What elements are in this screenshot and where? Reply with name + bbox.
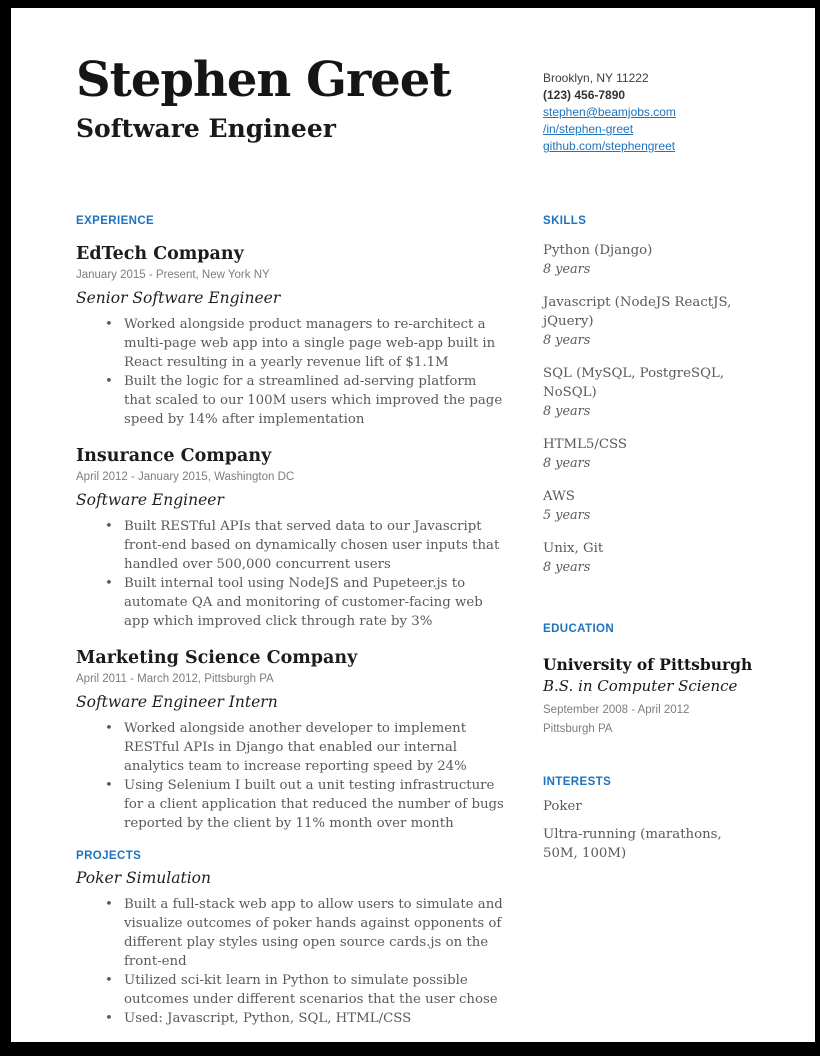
contact-github-link[interactable]: github.com/stephengreet [543, 139, 676, 153]
skill-name: Python (Django) [543, 243, 653, 258]
job-entry [76, 446, 507, 631]
interest-item: Ultra-running (marathons, 50M, 100M) [543, 827, 722, 861]
skill-years: 8 years [543, 262, 591, 277]
job-dates: April 2012 - January 2015, Washington DC [76, 471, 295, 483]
person-title: Software Engineer [76, 113, 336, 143]
job-bullet: • Worked alongside product managers to re-architect a multi-page web app into a single page web-app built in React resulting in a yearly revenue lift of $1.1M [105, 315, 507, 372]
contact-block [543, 56, 757, 155]
job-dates: April 2011 - March 2012, Pittsburgh PA [76, 673, 274, 685]
left-column [76, 215, 543, 1028]
education-location: Pittsburgh PA [543, 723, 613, 735]
contact-linkedin-link[interactable]: /in/stephen-greet [543, 122, 634, 136]
job-bullet: • Worked alongside another developer to implement RESTful APIs in Django that enabled our internal analytics team to increase reporting speed by 24% [105, 719, 507, 776]
job-bullet: • Built internal tool using NodeJS and Pupeteer.js to automate QA and monitoring of customer-facing web app which improved click through rate by 3% [105, 574, 507, 631]
interest-item: Poker [543, 799, 582, 814]
contact-email-link[interactable]: stephen@beamjobs.com [543, 105, 676, 119]
skills-section-label: SKILLS [543, 215, 587, 227]
skill-years: 8 years [543, 404, 591, 419]
interests-section-label: INTERESTS [543, 776, 612, 788]
education-school: University of Pittsburgh [543, 655, 753, 674]
job-bullet-list [105, 315, 507, 429]
job-entry [76, 648, 507, 833]
project-bullet: • Built a full-stack web app to allow users to simulate and visualize outcomes of poker hands against opponents of different play styles using open source cards.js on the front-end [105, 895, 507, 971]
project-entry [76, 869, 507, 1028]
resume-page [11, 8, 815, 1042]
job-role: Senior Software Engineer [76, 289, 281, 307]
resume-body [76, 215, 757, 1028]
company-name: Insurance Company [76, 446, 272, 466]
skill-years: 8 years [543, 560, 591, 575]
skill-entry [543, 487, 757, 525]
right-column [543, 215, 757, 1028]
job-dates: January 2015 - Present, New York NY [76, 269, 270, 281]
contact-location: Brooklyn, NY 11222 [543, 71, 649, 85]
skill-name: AWS [543, 489, 575, 504]
job-bullet: • Built RESTful APIs that served data to our Javascript front-end based on dynamically chosen user inputs that handled over 500,000 concurrent users [105, 517, 507, 574]
skill-entry [543, 435, 757, 473]
job-bullet: • Built the logic for a streamlined ad-serving platform that scaled to our 100M users which improved the page speed by 14% after implementation [105, 372, 507, 429]
contact-phone: (123) 456-7890 [543, 88, 626, 102]
skill-entry [543, 293, 757, 350]
project-bullet: • Used: Javascript, Python, SQL, HTML/CSS [105, 1009, 507, 1028]
header-identity [76, 52, 543, 155]
skill-years: 8 years [543, 333, 591, 348]
job-bullet: • Using Selenium I built out a unit testing infrastructure for a client application that reduced the number of bugs reported by the client by 11% month over month [105, 776, 507, 833]
person-name: Stephen Greet [76, 52, 451, 108]
job-role: Software Engineer Intern [76, 693, 278, 711]
job-entry [76, 244, 507, 429]
company-name: Marketing Science Company [76, 648, 358, 668]
education-section-label: EDUCATION [543, 623, 615, 635]
projects-section-label: PROJECTS [76, 850, 142, 862]
job-bullet-list [105, 517, 507, 631]
experience-section-label: EXPERIENCE [76, 215, 155, 227]
skill-name: HTML5/CSS [543, 437, 628, 452]
skill-years: 5 years [543, 508, 591, 523]
project-bullet-list [105, 895, 507, 1028]
job-bullet-list [105, 719, 507, 833]
skill-name: SQL (MySQL, PostgreSQL, NoSQL) [543, 366, 725, 400]
education-dates: September 2008 - April 2012 [543, 704, 690, 716]
skill-entry [543, 364, 757, 421]
skill-entry [543, 241, 757, 279]
resume-header [76, 52, 757, 155]
skill-name: Javascript (NodeJS ReactJS, jQuery) [543, 295, 732, 329]
project-bullet: • Utilized sci-kit learn in Python to simulate possible outcomes under different scenarios that the user chose [105, 971, 507, 1009]
company-name: EdTech Company [76, 244, 244, 264]
job-role: Software Engineer [76, 491, 224, 509]
project-name: Poker Simulation [76, 869, 211, 887]
skill-years: 8 years [543, 456, 591, 471]
education-degree: B.S. in Computer Science [543, 677, 738, 695]
skill-name: Unix, Git [543, 541, 604, 556]
skill-entry [543, 539, 757, 577]
